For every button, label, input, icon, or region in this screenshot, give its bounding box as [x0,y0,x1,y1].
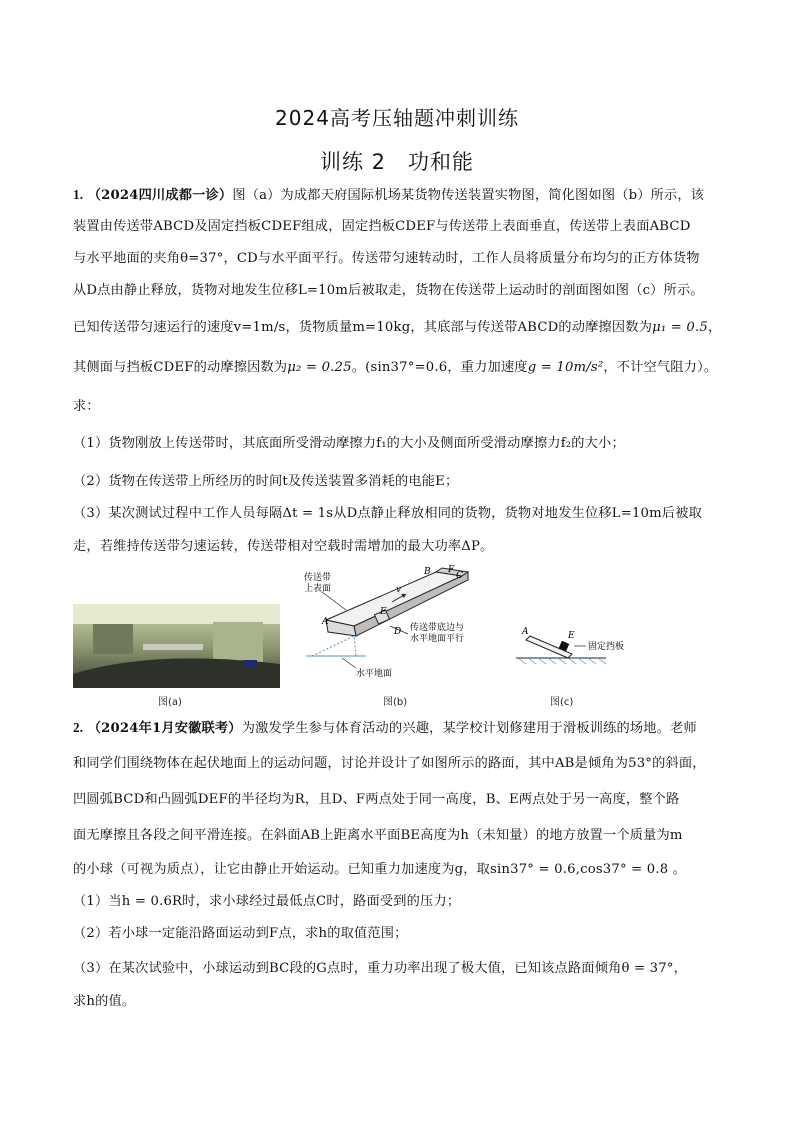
q1-line-5: 已知传送带匀速运行的速度v=1m/s，货物质量m=10kg，其底部与传送带ABCD的动摩擦因数为μ₁ = 0.5， [73,320,722,335]
mu1-formula: μ₁ = 0.5 [652,320,708,335]
point-A: A [322,617,329,627]
belt-edge-label-2: 水平地面平行 [410,634,465,644]
belt-label-1: 传送带 [304,573,332,583]
q1-number: 1. [73,187,84,202]
figure-a [73,604,280,692]
page-subtitle: 训练 2 功和能 [319,150,475,174]
q2-line-5: 的小球（可视为质点），让它由静止开始运动。已知重力加速度为g，取sin37° = 0.6,cos37° = 0.8 。 [73,862,687,877]
caption-c: 图(c) [550,697,574,708]
q2-source: （2024年1月安徽联考） [87,721,242,736]
belt-edge-label-1: 传送带底边与 [410,623,465,633]
figure-b [296,564,496,692]
velocity-label: v [396,585,402,595]
ground-label: 水平地面 [356,669,393,679]
q2-line-4: 面无摩擦且各段之间平滑连接。在斜面AB上距离水平面BE高度为h（未知量）的地方放置一个质量为m [73,828,683,843]
point-F: F [448,565,455,575]
q2-number: 2. [73,720,84,735]
figure-c [516,624,646,672]
q1-part-3b: 走，若维持传送带匀速运转，传送带相对空载时需增加的最大功率ΔP。 [73,539,494,554]
baffle-label: 固定挡板 [588,642,625,652]
c-point-A: A [522,627,529,637]
q1-line-4: 从D点由静止释放，货物对地发生位移L=10m后被取走，货物在传送带上运动时的剖面图如图（c）所示。 [73,283,704,298]
q1-part-2: （2）货物在传送带上所经历的时间t及传送装置多消耗的电能E； [73,474,459,489]
q2-part-2: （2）若小球一定能沿路面运动到F点，求h的取值范围； [73,926,408,941]
q1-line-2: 装置由传送带ABCD及固定挡板CDEF组成，固定挡板CDEF与传送带上表面垂直，传送带上表面ABCD [73,219,691,234]
point-B: B [424,567,431,577]
q2-part-3b: 求h的值。 [73,994,136,1009]
caption-a: 图(a) [158,697,182,708]
q1-part-1: （1）货物刚放上传送带时，其底面所受滑动摩擦力f₁的大小及侧面所受滑动摩擦力f₂的大小； [73,436,625,451]
conveyor-diagram [296,564,496,688]
q2-part-1: （1）当h = 0.6R时，求小球经过最低点C时，路面受到的压力； [73,894,461,909]
q2-line-3: 凹圆弧BCD和凸圆弧DEF的半径均为R，且D、F两点处于同一高度，B、E两点处于另一高度，整个路 [73,792,680,807]
point-D: D [394,627,402,637]
airport-photo-image [73,604,280,688]
q1-line-7: 求： [73,399,100,414]
point-E: E [380,607,387,617]
cross-section-diagram [516,624,646,668]
q1-line-6: 其侧面与挡板CDEF的动摩擦因数为μ₂ = 0.25。(sin37°=0.6，重力加速度g = 10m/s²，不计空气阻力）。 [73,360,718,375]
mu2-formula: μ₂ = 0.25 [287,360,352,375]
q1-line-1: 1. （2024四川成都一诊）图（a）为成都天府国际机场某货物传送装置实物图，简化图如图（b）所示，该 [73,187,705,203]
g-formula: g = 10m/s² [527,360,604,375]
point-C: C [456,571,463,581]
belt-label-2: 上表面 [304,584,332,594]
c-point-E: E [568,631,575,641]
q2-part-3a: （3）在某次试验中，小球运动到BC段的G点时，重力功率出现了极大值，已知该点路面倾角θ = 37°， [73,961,688,976]
q2-line-1: 2. （2024年1月安徽联考）为激发学生参与体育活动的兴趣，某学校计划修建用于滑板训练的场地。老师 [73,720,697,736]
page-title: 2024高考压轴题冲刺训练 [275,106,519,130]
q1-source: （2024四川成都一诊） [87,188,233,203]
q1-line-3: 与水平地面的夹角θ=37°，CD与水平面平行。传送带匀速转动时，工作人员将质量分布均匀的正方体货物 [73,251,700,266]
q1-part-3a: （3）某次测试过程中工作人员每隔Δt = 1s从D点静止释放相同的货物，货物对地发生位移L=10m后被取 [73,506,702,521]
q2-line-2: 和同学们围绕物体在起伏地面上的运动问题，讨论并设计了如图所示的路面，其中AB是倾角为53°的斜面， [73,756,706,771]
caption-b: 图(b) [383,697,408,708]
